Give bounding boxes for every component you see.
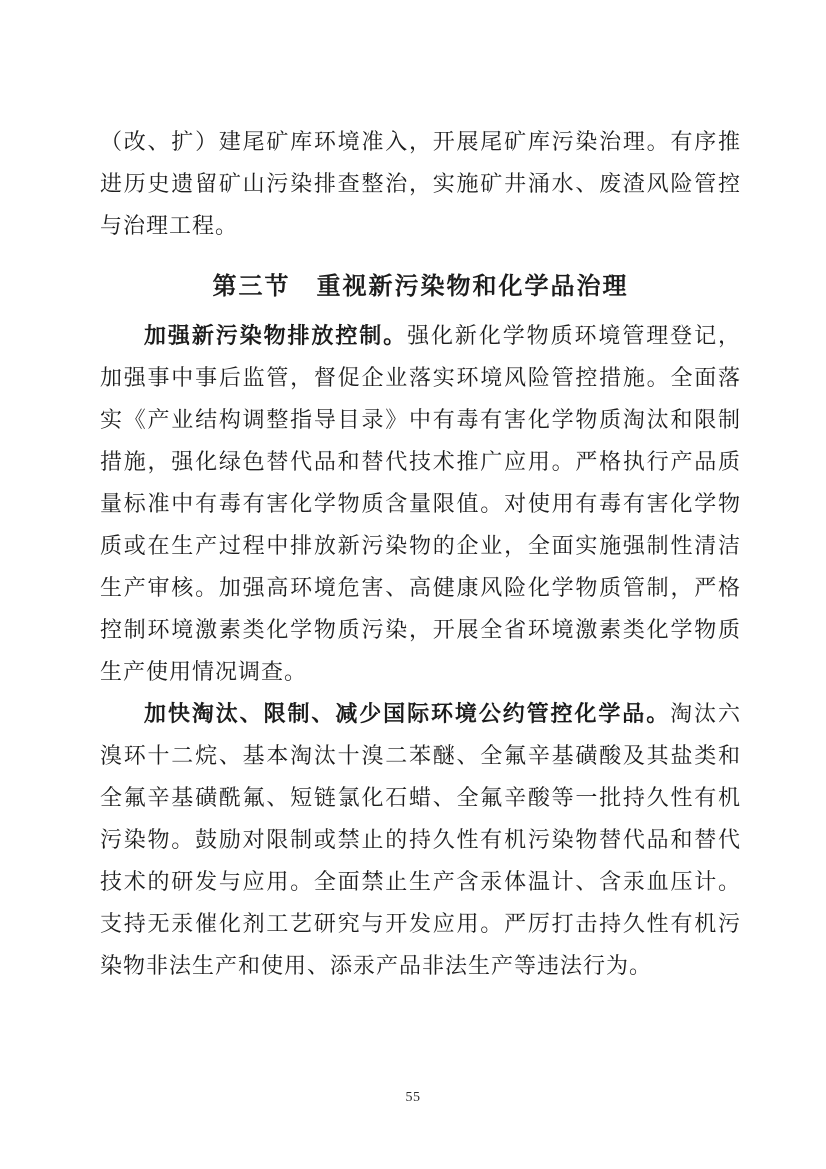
page-footer — [0, 1090, 826, 1106]
page-number: 55 — [405, 1090, 421, 1105]
paragraph-text: 淘汰六溴环十二烷、基本淘汰十溴二苯醚、全氟辛基磺酸及其盐类和全氟辛基磺酰氟、短链氯化石蜡、全氟辛酸等一批持久性有机污染物。鼓励对限制或禁止的持久性有机污染物替代品和替代技术的研发与应用。全面禁止生产含汞体温计、含汞血压计。支持无汞催化剂工艺研究与开发应用。严厉打击持久性有机污染物非法生产和使用、添汞产品非法生产等违法行为。 — [100, 701, 741, 978]
paragraph-text: 强化新化学物质环境管理登记，加强事中事后监管，督促企业落实环境风险管控措施。全面落实《产业结构调整指导目录》中有毒有害化学物质淘汰和限制措施，强化绿色替代品和替代技术推广应用。严格执行产品质量标准中有毒有害化学物质含量限值。对使用有毒有害化学物质或在生产过程中排放新污染物的企业，全面实施强制性清洁生产审核。加强高环境危害、高健康风险化学物质管制，严格控制环境激素类化学物质污染，开展全省环境激素类化学物质生产使用情况调查。 — [100, 323, 741, 684]
paragraph-lead-bold: 加强新污染物排放控制。 — [144, 323, 408, 348]
paragraph-text: （改、扩）建尾矿库环境准入，开展尾矿库污染治理。有序推进历史遗留矿山污染排查整治，实施矿井涌水、废渣风险管控与治理工程。 — [100, 129, 741, 238]
section-heading: 第三节 重视新污染物和化学品治理 — [212, 274, 629, 300]
paragraph-lead-bold: 加快淘汰、限制、减少国际环境公约管控化学品。 — [144, 701, 671, 726]
paragraph-continuation — [100, 121, 741, 247]
paragraph-convention-chemicals — [100, 693, 741, 987]
paragraph-new-pollutant-control — [100, 315, 741, 693]
document-content — [100, 121, 741, 987]
